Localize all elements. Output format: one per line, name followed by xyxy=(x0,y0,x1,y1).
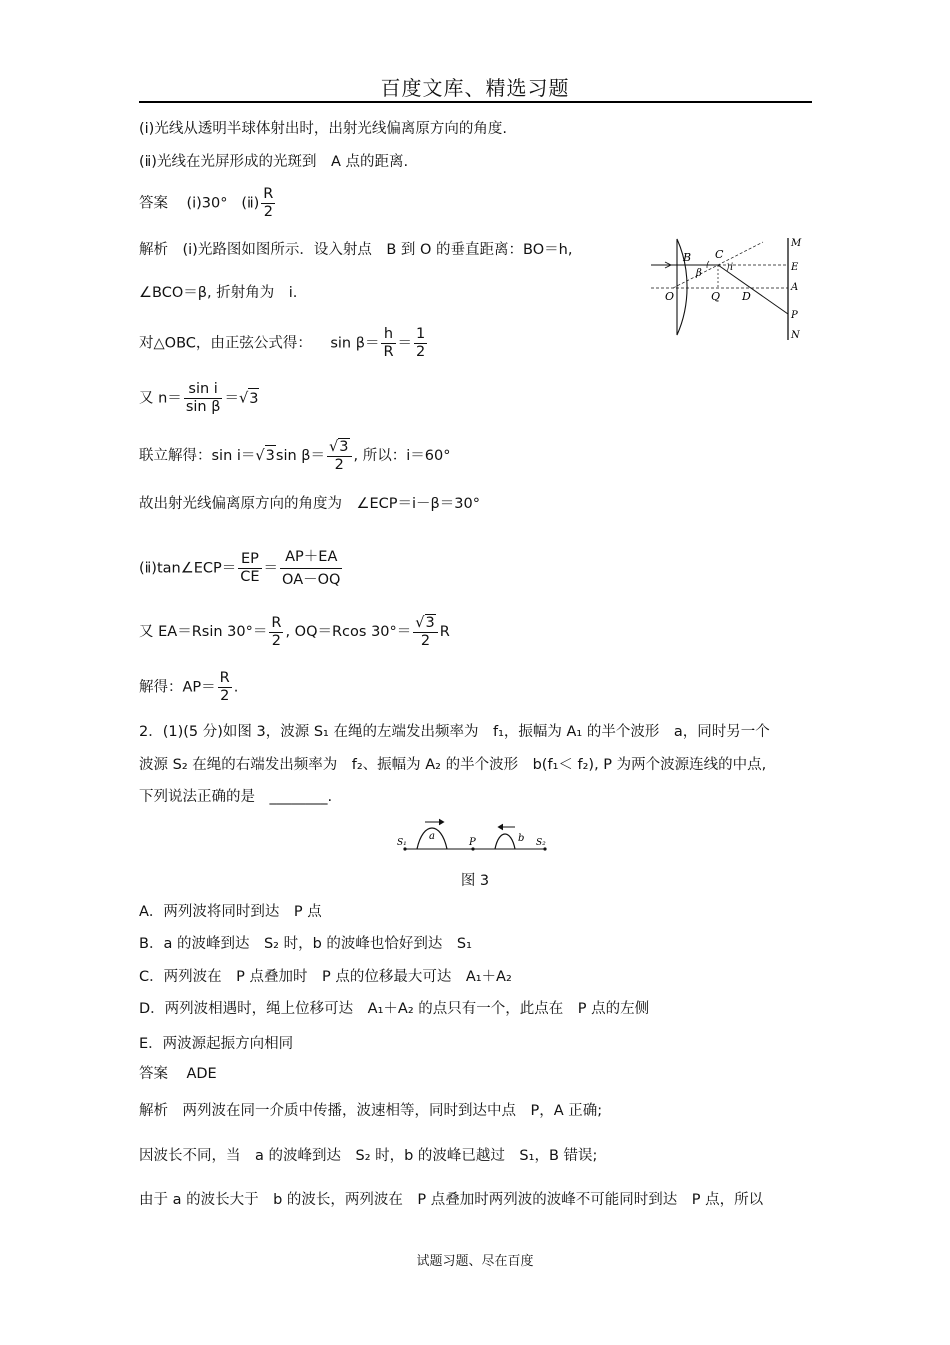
answer-label: 答案 xyxy=(139,195,168,212)
label-s1: S₁ xyxy=(397,838,407,848)
figure-caption: 图 3 xyxy=(460,873,490,889)
q1-analysis-2: ∠BCO＝β, 折射角为 i. xyxy=(139,285,298,301)
label-c: C xyxy=(715,248,724,261)
label-i: i xyxy=(730,262,734,273)
header-rule xyxy=(139,101,812,103)
q2-analysis-3: 由于 a 的波长大于 b 的波长，两列波在 P 点叠加时两列波的波峰不可能同时到达 P 点，所以 xyxy=(139,1192,764,1208)
q1-analysis-4: 又 n＝ $\frac{\text{sin i}}{\text{sin β}}$ ＝√3 xyxy=(139,381,259,415)
page-footer: 试题习题、尽在百度 xyxy=(416,1254,534,1269)
label-n: N xyxy=(791,330,800,341)
q2-analysis-2: 因波长不同，当 a 的波峰到达 S₂ 时，b 的波峰已越过 S₁，B 错误; xyxy=(139,1148,598,1164)
q1-analysis-5: 联立解得：sin i＝√3sin β＝ $\frac{√3}{2}$ , 所以：i＝60° xyxy=(139,439,451,473)
label-q: Q xyxy=(711,290,721,303)
label-m: M xyxy=(791,238,802,249)
q1-analysis-6: 故出射光线偏离原方向的角度为 ∠ECP＝i－β＝30° xyxy=(139,496,481,512)
label-o: O xyxy=(665,290,675,303)
label-p: P xyxy=(791,310,798,321)
frac-h-r: $\frac{h}{R}$ xyxy=(383,326,394,360)
q2-stem-1: 2．(1)(5 分)如图 3，波源 S₁ 在绳的左端发出频率为 f₁，振幅为 A₁ 的半个波形 a，同时另一个 xyxy=(139,724,770,740)
label-b-wave: b xyxy=(518,833,525,844)
answer-i: (ⅰ)30° xyxy=(186,195,228,212)
option-d: D．两列波相遇时，绳上位移可达 A₁＋A₂ 的点只有一个，此点在 P 点的左侧 xyxy=(139,1001,650,1017)
q1-part-ii: (ⅱ)光线在光屏形成的光斑到 A 点的距离. xyxy=(139,154,409,170)
label-d: D xyxy=(742,290,751,303)
q2-stem-3: 下列说法正确的是 ________. xyxy=(139,789,333,805)
q1-analysis-1: 解析 (ⅰ)光路图如图所示．设入射点 B 到 O 的垂直距离：BO＝h, xyxy=(139,242,573,258)
page-title: 百度文库、精选习题 xyxy=(380,76,570,100)
answer-ii: (ⅱ) xyxy=(241,195,260,212)
label-a: A xyxy=(791,282,799,293)
q1-part-i: (ⅰ)光线从透明半球体射出时，出射光线偏离原方向的角度. xyxy=(139,121,507,137)
label-p-mid: P xyxy=(469,837,476,848)
label-e: E xyxy=(791,262,799,273)
frac-1-2: $\frac{1}{2}$ xyxy=(416,326,426,360)
frac-apea-oaoq: $\frac{AP+EA}{OA-OQ}$ xyxy=(280,546,342,591)
label-s2: S₂ xyxy=(536,838,546,848)
frac-ep-ce: $\frac{EP}{CE}$ xyxy=(240,551,260,585)
option-c: C．两列波在 P 点叠加时 P 点的位移最大可达 A₁＋A₂ xyxy=(139,969,512,985)
q1-analysis-8: 又 EA＝Rsin 30°＝ $\frac{R}{2}$ , OQ＝Rcos 30°＝ $\frac{√3}{2}$ R xyxy=(139,614,450,649)
option-e: E．两波源起振方向相同 xyxy=(139,1036,294,1052)
option-a: A．两列波将同时到达 P 点 xyxy=(139,904,322,920)
wave-figure xyxy=(395,815,555,857)
q1-analysis-7: (ⅱ)tan∠ECP＝ $\frac{EP}{CE}$ ＝ $\frac{AP+EA}{OA-OQ}$ xyxy=(139,546,344,591)
q1-analysis-9: 解得：AP＝ $\frac{R}{2}$ . xyxy=(139,670,239,704)
frac-sqrt3-2: $\frac{√3}{2}$ xyxy=(327,438,351,474)
frac-r-2: $\frac{R}{2}$ xyxy=(263,186,274,220)
option-b: B．a 的波峰到达 S₂ 时，b 的波峰也恰好到达 S₁ xyxy=(139,936,472,952)
label-b: B xyxy=(683,251,692,264)
q1-answer xyxy=(139,186,277,221)
label-beta: β xyxy=(696,268,702,279)
q2-stem-2: 波源 S₂ 在绳的右端发出频率为 f₂、振幅为 A₂ 的半个波形 b(f₁＜ f₂), P 为两个波源连线的中点, xyxy=(139,757,767,773)
q2-answer: 答案 ADE xyxy=(139,1066,217,1082)
label-a-wave: a xyxy=(429,831,435,842)
frac-sini-sinb: $\frac{\text{sin i}}{\text{sin β}}$ xyxy=(185,381,221,415)
q1-analysis-3: 对△OBC，由正弦公式得： sin β＝ $\frac{h}{R}$ ＝ $\frac{1}{2}$ xyxy=(139,326,426,360)
optics-diagram xyxy=(645,232,815,347)
q2-analysis-1: 解析 两列波在同一介质中传播，波速相等，同时到达中点 P，A 正确; xyxy=(139,1103,603,1119)
